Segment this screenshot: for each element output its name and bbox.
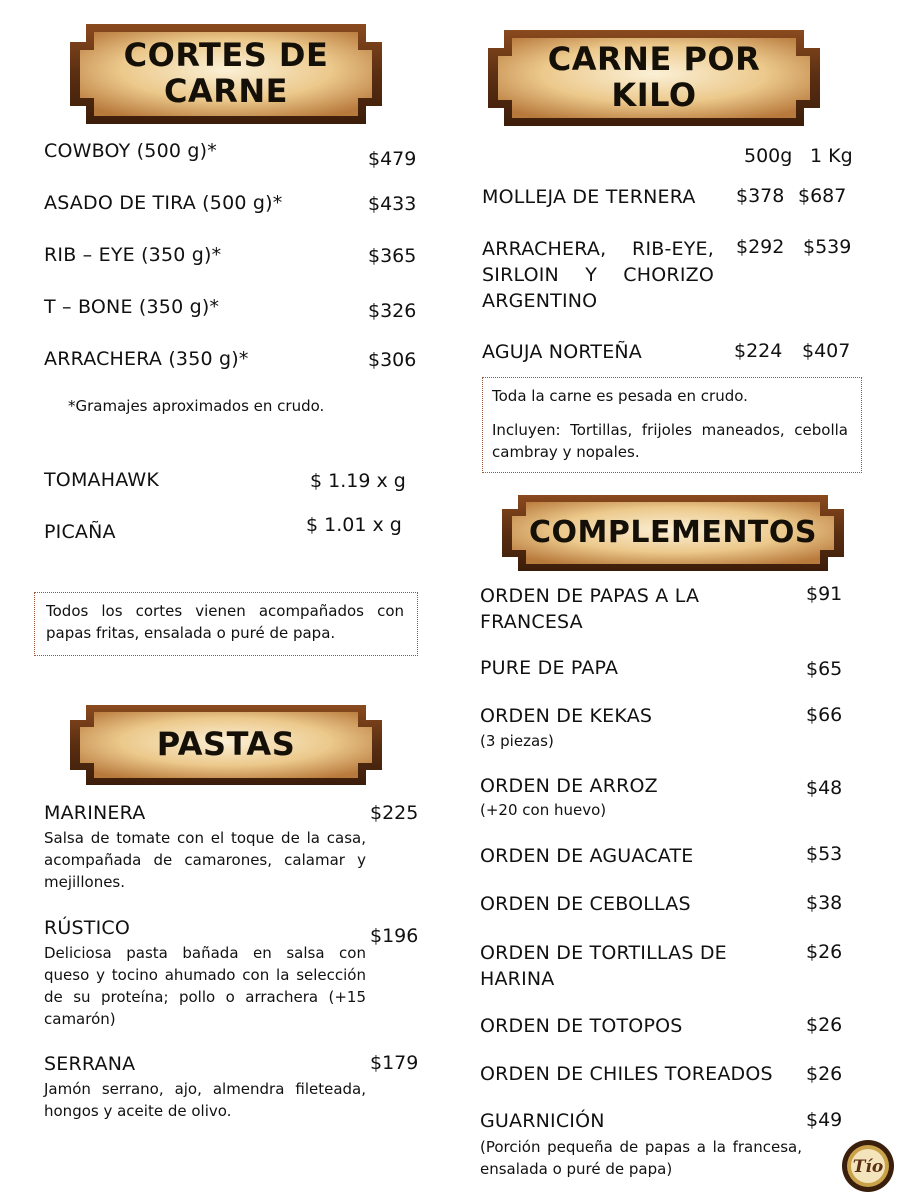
- pasta-3-name: SERRANA: [44, 1053, 136, 1075]
- complementos-title: COMPLEMENTOS: [529, 515, 817, 551]
- cortes-item-2-name: ASADO DE TIRA (500 g)*: [44, 192, 283, 214]
- sign-kilo: [486, 26, 822, 130]
- comp-3-name: ORDEN DE KEKAS: [480, 705, 653, 727]
- svg-text:Tío: Tío: [852, 1157, 884, 1177]
- comp-1-price: $91: [806, 583, 843, 605]
- kilo-item-3-name: AGUJA NORTEÑA: [482, 341, 643, 363]
- comp-2-price: $65: [806, 658, 843, 680]
- cortes-item-1-name: COWBOY (500 g)*: [44, 140, 217, 162]
- comp-3-sub: (3 piezas): [480, 732, 554, 750]
- kilo-item-3-kilo: $407: [802, 340, 851, 362]
- kilo-note-1: Toda la carne es pesada en crudo.: [492, 387, 748, 405]
- kilo-item-2-kilo: $539: [803, 236, 852, 258]
- sign-pastas: [68, 702, 384, 788]
- kilo-item-2-name: ARRACHERA, RIB-EYE, SIRLOIN Y CHORIZO ARGENTINO: [482, 238, 714, 312]
- sign-complementos: [500, 492, 846, 574]
- pasta-3-price: $179: [370, 1052, 419, 1074]
- kilo-item-1-name: MOLLEJA DE TERNERA: [482, 186, 696, 208]
- kilo-item-2-half: $292: [736, 236, 785, 258]
- cortes-item-4-price: $326: [368, 300, 417, 322]
- comp-7-name: ORDEN DE TORTILLAS DE HARINA: [480, 942, 727, 990]
- cortes-title: CORTES DE CARNE: [123, 36, 329, 110]
- kilo-item-3-half: $224: [734, 340, 783, 362]
- cortes-item-2-price: $433: [368, 193, 417, 215]
- kilo-col-kilo: 1 Kg: [810, 145, 853, 167]
- comp-10-name: GUARNICIÓN: [480, 1110, 605, 1132]
- comp-4-sub: (+20 con huevo): [480, 801, 607, 819]
- cortes-item-3-price: $365: [368, 245, 417, 267]
- comp-2-name: PURE DE PAPA: [480, 657, 619, 679]
- bygram-item-1-name: TOMAHAWK: [44, 469, 160, 491]
- pastas-title: PASTAS: [156, 725, 296, 764]
- comp-1-name: ORDEN DE PAPAS A LA FRANCESA: [480, 585, 700, 633]
- comp-3-price: $66: [806, 704, 843, 726]
- comp-5-name: ORDEN DE AGUACATE: [480, 845, 694, 867]
- comp-7-price: $26: [806, 941, 843, 963]
- pasta-2-name: RÚSTICO: [44, 917, 131, 939]
- pasta-2-price: $196: [370, 925, 419, 947]
- comp-4-name: ORDEN DE ARROZ: [480, 775, 658, 797]
- cortes-item-4-name: T – BONE (350 g)*: [44, 296, 220, 318]
- comp-6-price: $38: [806, 892, 843, 914]
- pasta-1-name: MARINERA: [44, 802, 146, 824]
- comp-4-price: $48: [806, 777, 843, 799]
- restaurant-logo: [840, 1138, 896, 1194]
- cortes-note: Todos los cortes vienen acompañados con papas fritas, ensalada o puré de papa.: [46, 602, 404, 642]
- cortes-item-1-price: $479: [368, 148, 417, 170]
- bygram-item-1-price: $ 1.19 x g: [310, 470, 406, 492]
- kilo-col-half: 500g: [744, 145, 793, 167]
- cortes-item-5-name: ARRACHERA (350 g)*: [44, 348, 249, 370]
- pasta-3-desc: Jamón serrano, ajo, almendra fileteada, hongos y aceite de olivo.: [44, 1080, 366, 1120]
- kilo-note-2: Incluyen: Tortillas, frijoles maneados, cebolla cambray y nopales.: [492, 421, 848, 461]
- pasta-2-desc: Deliciosa pasta bañada en salsa con queso y tocino ahumado con la selección de su proteína; pollo o arrachera (+15 camarón): [44, 944, 366, 1028]
- comp-8-name: ORDEN DE TOTOPOS: [480, 1015, 683, 1037]
- kilo-title: CARNE POR KILO: [547, 40, 761, 114]
- kilo-item-1-kilo: $687: [798, 185, 847, 207]
- pasta-1-price: $225: [370, 802, 419, 824]
- comp-9-name: ORDEN DE CHILES TOREADOS: [480, 1063, 773, 1085]
- pasta-1-desc: Salsa de tomate con el toque de la casa, acompañada de camarones, calamar y mejillones.: [44, 829, 366, 891]
- comp-10-sub: (Porción pequeña de papas a la francesa, ensalada o puré de papa): [480, 1138, 802, 1178]
- comp-8-price: $26: [806, 1014, 843, 1036]
- bygram-item-2-name: PICAÑA: [44, 521, 116, 543]
- bygram-item-2-price: $ 1.01 x g: [306, 514, 402, 536]
- sign-cortes: [68, 20, 384, 128]
- cortes-item-5-price: $306: [368, 349, 417, 371]
- comp-6-name: ORDEN DE CEBOLLAS: [480, 893, 691, 915]
- kilo-item-1-half: $378: [736, 185, 785, 207]
- cortes-footnote: *Gramajes aproximados en crudo.: [68, 397, 325, 415]
- comp-10-price: $49: [806, 1109, 843, 1131]
- cortes-item-3-name: RIB – EYE (350 g)*: [44, 244, 222, 266]
- comp-5-price: $53: [806, 843, 843, 865]
- comp-9-price: $26: [806, 1063, 843, 1085]
